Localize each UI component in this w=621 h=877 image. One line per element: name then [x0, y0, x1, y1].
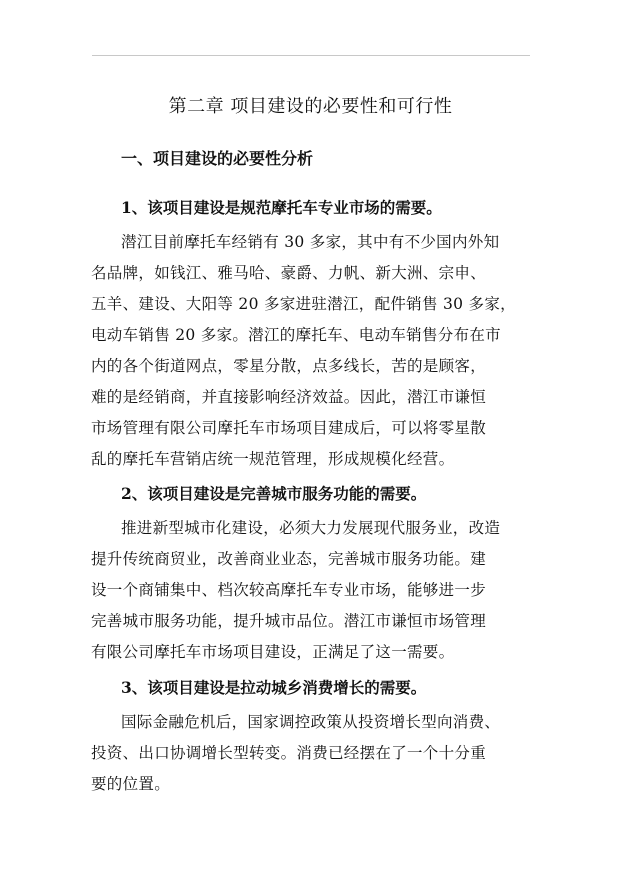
- subsection-1-line-2: 名品牌，如钱江、雅马哈、豪爵、力帆、新大洲、宗申、: [91, 264, 487, 282]
- subsection-3-heading: 3、该项目建设是拉动城乡消费增长的需要。: [121, 678, 427, 697]
- subsection-2-line-1: 推进新型城市化建设，必须大力发展现代服务业，改造: [121, 519, 501, 537]
- subsection-2-line-2: 提升传统商贸业，改善商业业态，完善城市服务功能。建: [91, 550, 487, 568]
- subsection-1-heading: 1、该项目建设是规范摩托车专业市场的需要。: [121, 198, 442, 217]
- subsection-1-line-4: 电动车销售 20 多家。潜江的摩托车、电动车销售分布在市: [91, 326, 501, 344]
- subsection-2-line-4: 完善城市服务功能，提升城市品位。潜江市谦恒市场管理: [91, 612, 487, 630]
- chapter-title: 第二章 项目建设的必要性和可行性: [168, 96, 453, 117]
- subsection-2-line-5: 有限公司摩托车市场项目建设，正满足了这一需要。: [91, 643, 455, 661]
- subsection-2-line-3: 设一个商铺集中、档次较高摩托车专业市场，能够进一步: [91, 581, 487, 599]
- subsection-1-line-7: 市场管理有限公司摩托车市场项目建成后，可以将零星散: [91, 419, 487, 437]
- subsection-1-line-5: 内的各个街道网点，零星分散，点多线长，苦的是顾客，: [91, 357, 487, 375]
- subsection-2-heading: 2、该项目建设是完善城市服务功能的需要。: [121, 484, 427, 503]
- subsection-3-line-3: 要的位置。: [91, 775, 171, 793]
- subsection-1-line-1: 潜江目前摩托车经销有 30 多家，其中有不少国内外知: [121, 233, 500, 251]
- subsection-1-line-8: 乱的摩托车营销店统一规范管理，形成规模化经营。: [91, 450, 455, 468]
- subsection-3-line-1: 国际金融危机后，国家调控政策从投资增长型向消费、: [121, 713, 501, 731]
- subsection-1-line-3: 五羊、建设、大阳等 20 多家进驻潜江，配件销售 30 多家，: [91, 295, 516, 313]
- subsection-1-line-6: 难的是经销商，并直接影响经济效益。因此，潜江市谦恒: [91, 388, 487, 406]
- section-heading: 一、项目建设的必要性分析: [121, 149, 314, 168]
- header-rule: [92, 55, 530, 56]
- subsection-3-line-2: 投资、出口协调增长型转变。消费已经摆在了一个十分重: [91, 744, 487, 762]
